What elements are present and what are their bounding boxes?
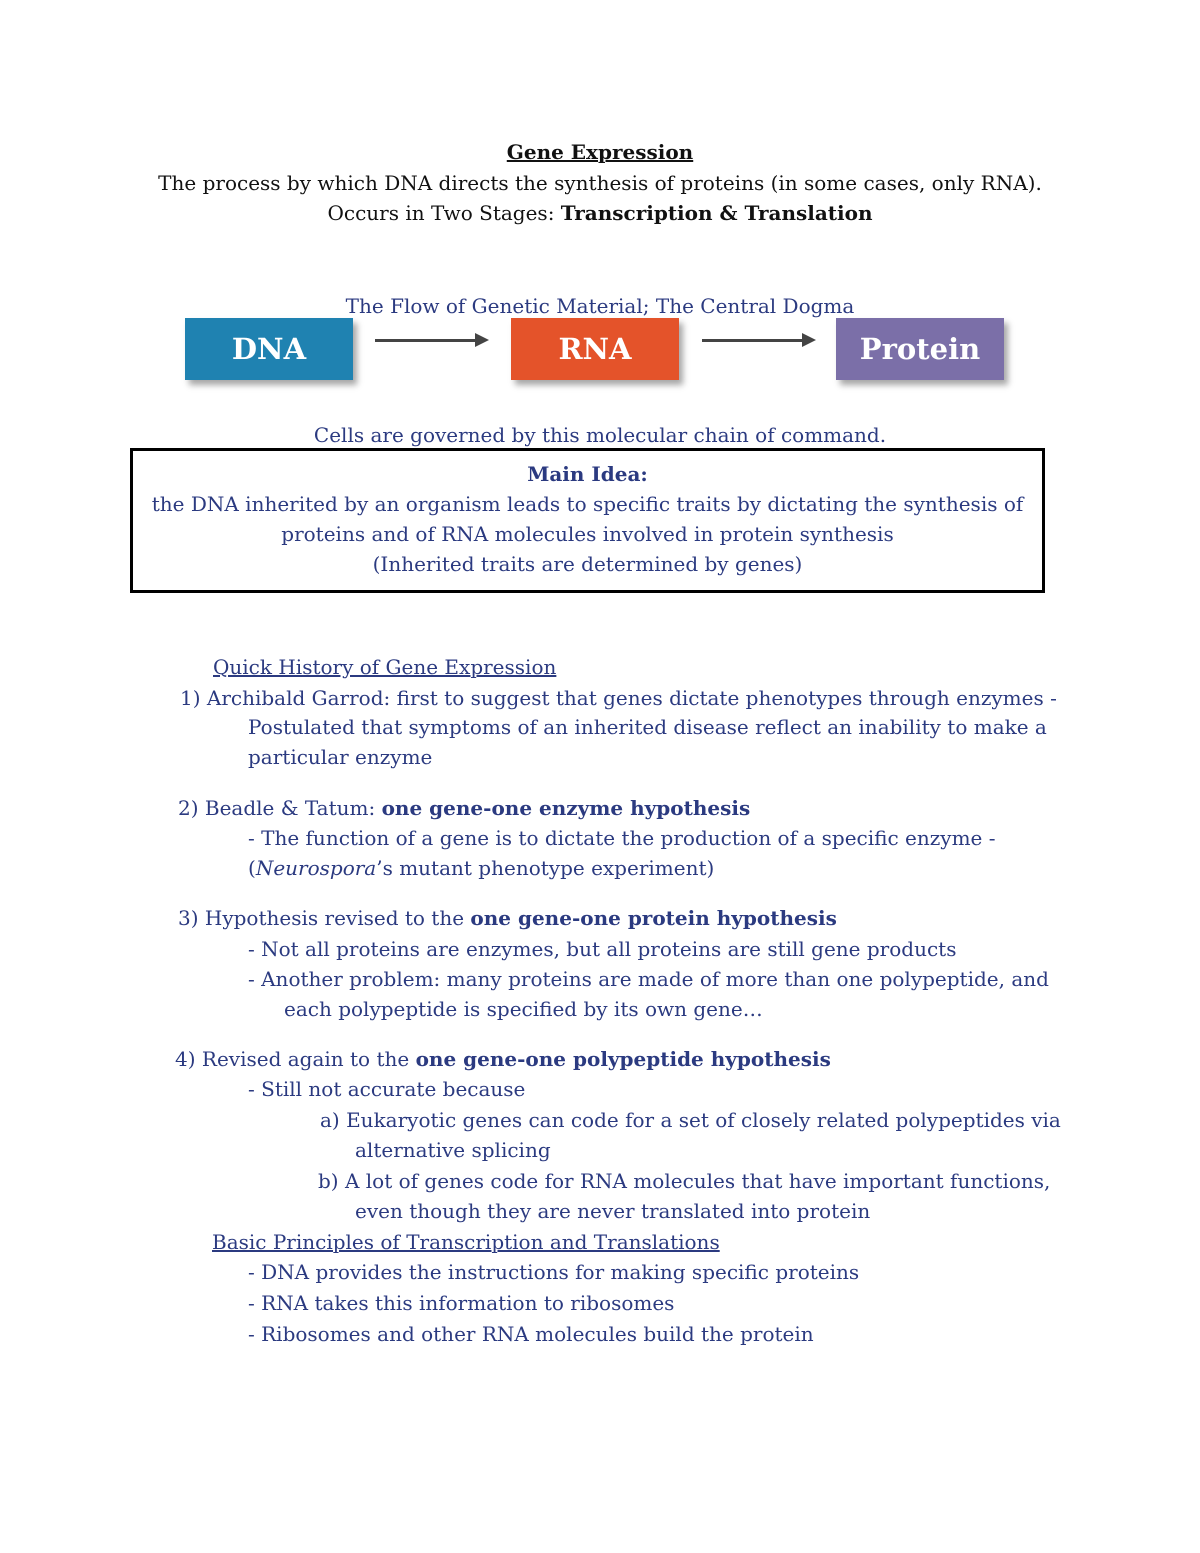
arrow-icon xyxy=(702,339,802,342)
history-item-2-detail: - The function of a gene is to dictate the production of a specific enzyme - xyxy=(248,826,996,850)
history-item-1-detail: particular enzyme xyxy=(248,745,433,769)
protein-box: Protein xyxy=(836,318,1004,380)
principle-item: - DNA provides the instructions for making specific proteins xyxy=(248,1260,860,1284)
history-item-3-detail: each polypeptide is specified by its own gene… xyxy=(284,997,763,1021)
flow-footer: Cells are governed by this molecular chain of command. xyxy=(313,423,887,447)
history-item-3-detail: - Another problem: many proteins are made of more than one polypeptide, and xyxy=(248,967,1049,991)
arrow-icon xyxy=(375,339,475,342)
history-item-4-subpoint: alternative splicing xyxy=(355,1138,551,1162)
document-title: Gene Expression xyxy=(506,140,694,164)
dna-box: DNA xyxy=(185,318,353,380)
history-item-4-detail: - Still not accurate because xyxy=(248,1077,526,1101)
flow-caption: The Flow of Genetic Material; The Central Dogma xyxy=(345,294,855,318)
history-item-3-detail: - Not all proteins are enzymes, but all proteins are still gene products xyxy=(248,937,957,961)
history-item-4-subpoint: a) Eukaryotic genes can code for a set of closely related polypeptides via xyxy=(320,1108,1061,1132)
rna-box: RNA xyxy=(511,318,679,380)
principles-heading: Basic Principles of Transcription and Translations xyxy=(212,1230,720,1254)
history-item-4-subpoint: even though they are never translated into protein xyxy=(355,1199,871,1223)
history-item-2: 2) Beadle & Tatum: one gene-one enzyme hypothesis xyxy=(178,796,751,820)
main-idea-line: the DNA inherited by an organism leads to specific traits by dictating the synthesis of xyxy=(151,492,1024,516)
main-idea-line: proteins and of RNA molecules involved in protein synthesis xyxy=(281,522,894,546)
stages-text: Occurs in Two Stages: Transcription & Translation xyxy=(327,201,873,225)
main-idea-heading: Main Idea: xyxy=(527,462,648,486)
principle-item: - Ribosomes and other RNA molecules build the protein xyxy=(248,1322,814,1346)
history-item-1: 1) Archibald Garrod: first to suggest that genes dictate phenotypes through enzymes - xyxy=(180,686,1057,710)
history-item-1-detail: Postulated that symptoms of an inherited disease reflect an inability to make a xyxy=(248,715,1047,739)
principle-item: - RNA takes this information to ribosomes xyxy=(248,1291,675,1315)
history-item-4-subpoint: b) A lot of genes code for RNA molecules that have important functions, xyxy=(318,1169,1051,1193)
history-item-4: 4) Revised again to the one gene-one polypeptide hypothesis xyxy=(175,1047,831,1071)
main-idea-line: (Inherited traits are determined by genes) xyxy=(372,552,803,576)
history-item-3: 3) Hypothesis revised to the one gene-one protein hypothesis xyxy=(178,906,837,930)
definition-text: The process by which DNA directs the synthesis of proteins (in some cases, only RNA). xyxy=(158,171,1042,195)
history-item-2-detail: (Neurospora’s mutant phenotype experiment) xyxy=(248,856,715,880)
history-heading: Quick History of Gene Expression xyxy=(213,655,557,679)
